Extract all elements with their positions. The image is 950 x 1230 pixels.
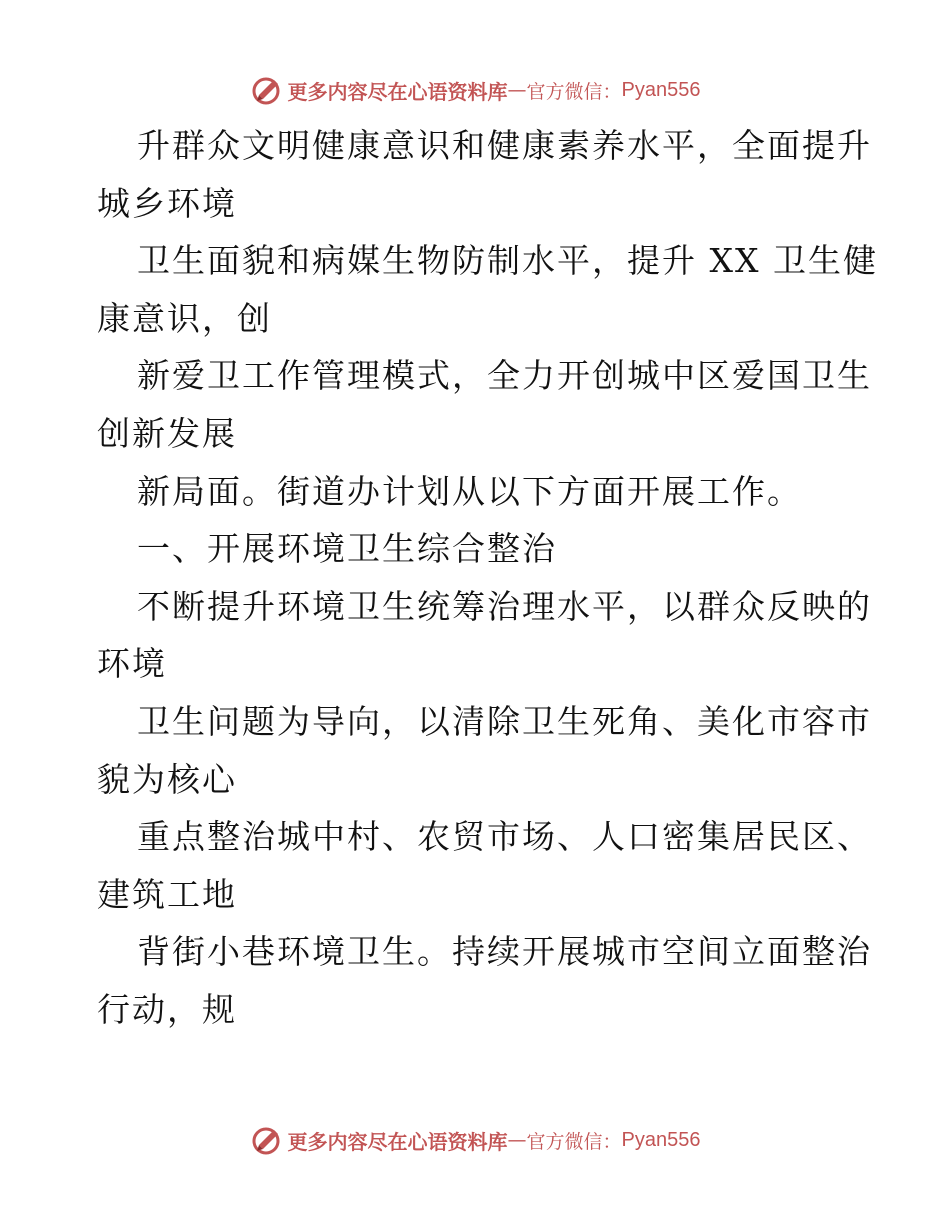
paragraph <box>97 347 872 462</box>
paragraph <box>97 117 872 232</box>
footer-banner-text: 更多内容尽在心语资料库 <box>287 1129 508 1154</box>
footer-banner-separator: — <box>507 1129 527 1151</box>
paragraph-line: 貌为核心 <box>97 759 237 799</box>
paragraph <box>97 693 872 808</box>
paragraph-line: 卫生面貌和病媒生物防制水平，提升 XX 卫生健 <box>137 241 878 281</box>
footer-banner-prefix: 官方微信： <box>526 1130 622 1153</box>
header-banner-separator: — <box>507 79 527 101</box>
header-banner-text: 更多内容尽在心语资料库 <box>287 79 508 104</box>
document-body <box>97 117 878 1039</box>
paragraph <box>97 463 857 521</box>
paragraph-line: 卫生问题为导向，以清除卫生死角、美化市容市 <box>137 701 872 741</box>
paragraph-line: 背街小巷环境卫生。持续开展城市空间立面整治 <box>137 932 872 972</box>
paragraph <box>97 808 872 923</box>
paragraph-line: 新爱卫工作管理模式，全力开创城中区爱国卫生 <box>137 356 872 396</box>
footer-wechat-id: Pyan556 <box>621 1128 701 1151</box>
paragraph-line: 建筑工地 <box>97 874 237 914</box>
header-banner-prefix: 官方微信： <box>526 80 622 103</box>
paragraph <box>97 578 872 693</box>
paragraph-line: 环境 <box>97 644 167 684</box>
paragraph-line: 行动，规 <box>97 989 237 1029</box>
paragraph-line: 不断提升环境卫生统筹治理水平，以群众反映的 <box>137 586 872 626</box>
paragraph <box>97 923 872 1038</box>
pen-logo-icon <box>250 1123 284 1157</box>
paragraph-line: 康意识，创 <box>97 298 272 338</box>
heading-line: 一、开展环境卫生综合整治 <box>137 529 557 569</box>
footer-banner <box>0 1120 950 1160</box>
pen-logo-icon <box>250 73 284 107</box>
paragraph <box>97 232 878 347</box>
paragraph-line: 创新发展 <box>97 413 237 453</box>
paragraph-line: 城乡环境 <box>97 183 237 223</box>
header-banner <box>0 70 950 110</box>
paragraph-line: 重点整治城中村、农贸市场、人口密集居民区、 <box>137 817 872 857</box>
paragraph-line: 新局面。街道办计划从以下方面开展工作。 <box>137 471 802 511</box>
paragraph-line: 升群众文明健康意识和健康素养水平，全面提升 <box>137 126 872 165</box>
section-heading <box>97 520 857 578</box>
header-wechat-id: Pyan556 <box>621 78 701 101</box>
